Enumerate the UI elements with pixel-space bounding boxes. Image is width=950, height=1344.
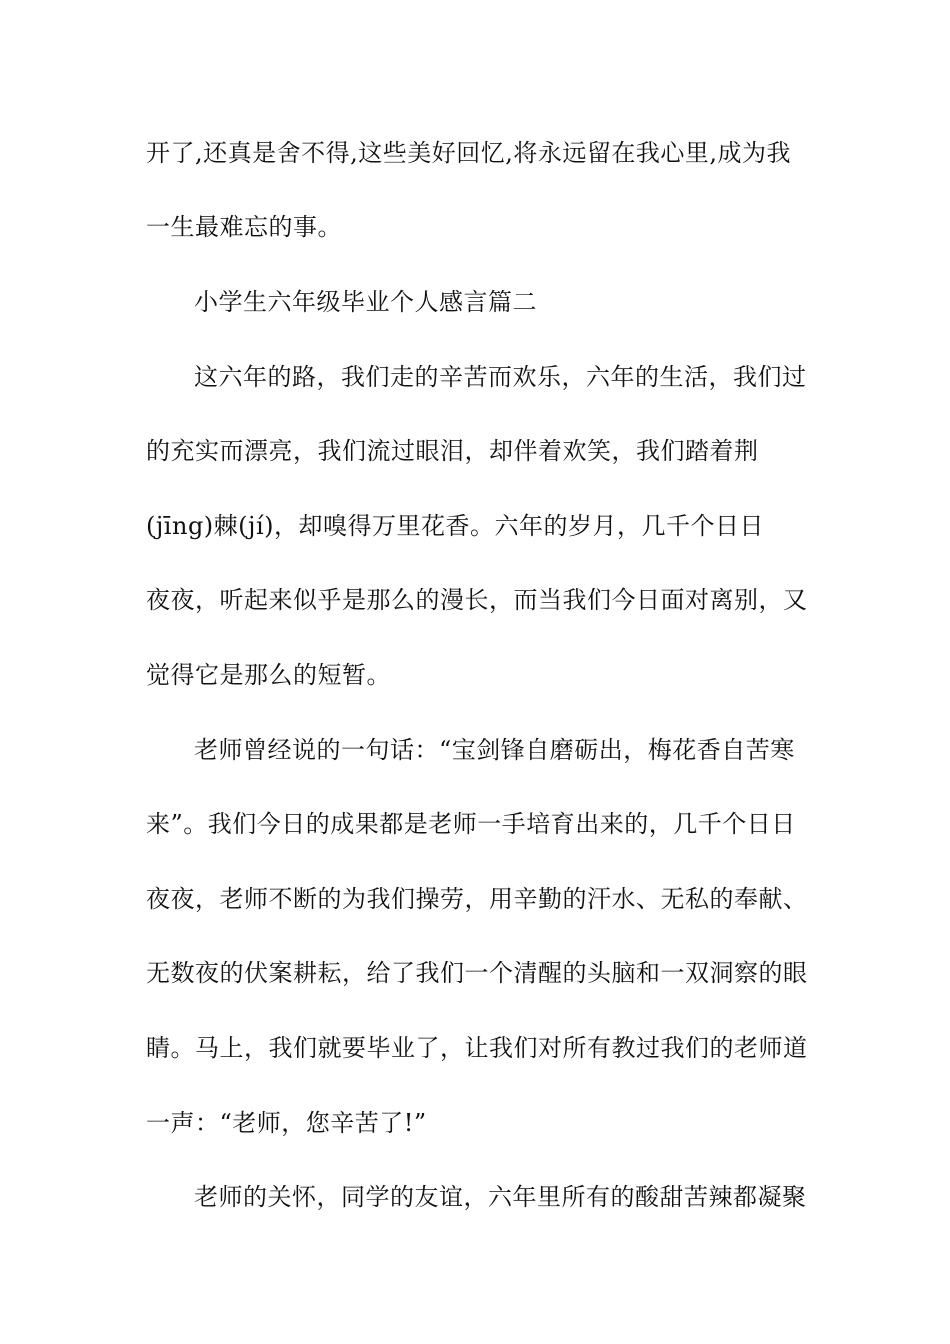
text-line: 睛。马上，我们就要毕业了，让我们对所有教过我们的老师道 xyxy=(146,1034,808,1062)
text-line: (jīng)棘(jí)，却嗅得万里花香。六年的岁月，几千个日日 xyxy=(146,512,765,540)
text-line: 觉得它是那么的短暂。 xyxy=(146,661,391,689)
text-line: 一声：“老师，您辛苦了!” xyxy=(146,1109,427,1137)
text-line: 夜夜，老师不断的为我们操劳，用辛勤的汗水、无私的奉献、 xyxy=(146,885,808,913)
text-line: 一生最难忘的事。 xyxy=(146,213,342,241)
text-line: 这六年的路，我们走的辛苦而欢乐，六年的生活，我们过 xyxy=(194,363,807,391)
text-line: 的充实而漂亮，我们流过眼泪，却伴着欢笑，我们踏着荆 xyxy=(146,437,759,465)
section-heading: 小学生六年级毕业个人感言篇二 xyxy=(194,288,537,316)
text-line: 无数夜的伏案耕耘，给了我们一个清醒的头脑和一双洞察的眼 xyxy=(146,959,808,987)
text-line: 夜夜，听起来似乎是那么的漫长，而当我们今日面对离别，又 xyxy=(146,586,808,614)
text-line: 老师曾经说的一句话：“宝剑锋自磨砺出，梅花香自苦寒 xyxy=(194,736,795,764)
text-line: 来”。我们今日的成果都是老师一手培育出来的，几千个日日 xyxy=(146,810,796,838)
text-line: 老师的关怀，同学的友谊，六年里所有的酸甜苦辣都凝聚 xyxy=(194,1183,807,1211)
text-line: 开了,还真是舍不得,这些美好回忆,将永远留在我心里,成为我 xyxy=(146,139,792,167)
